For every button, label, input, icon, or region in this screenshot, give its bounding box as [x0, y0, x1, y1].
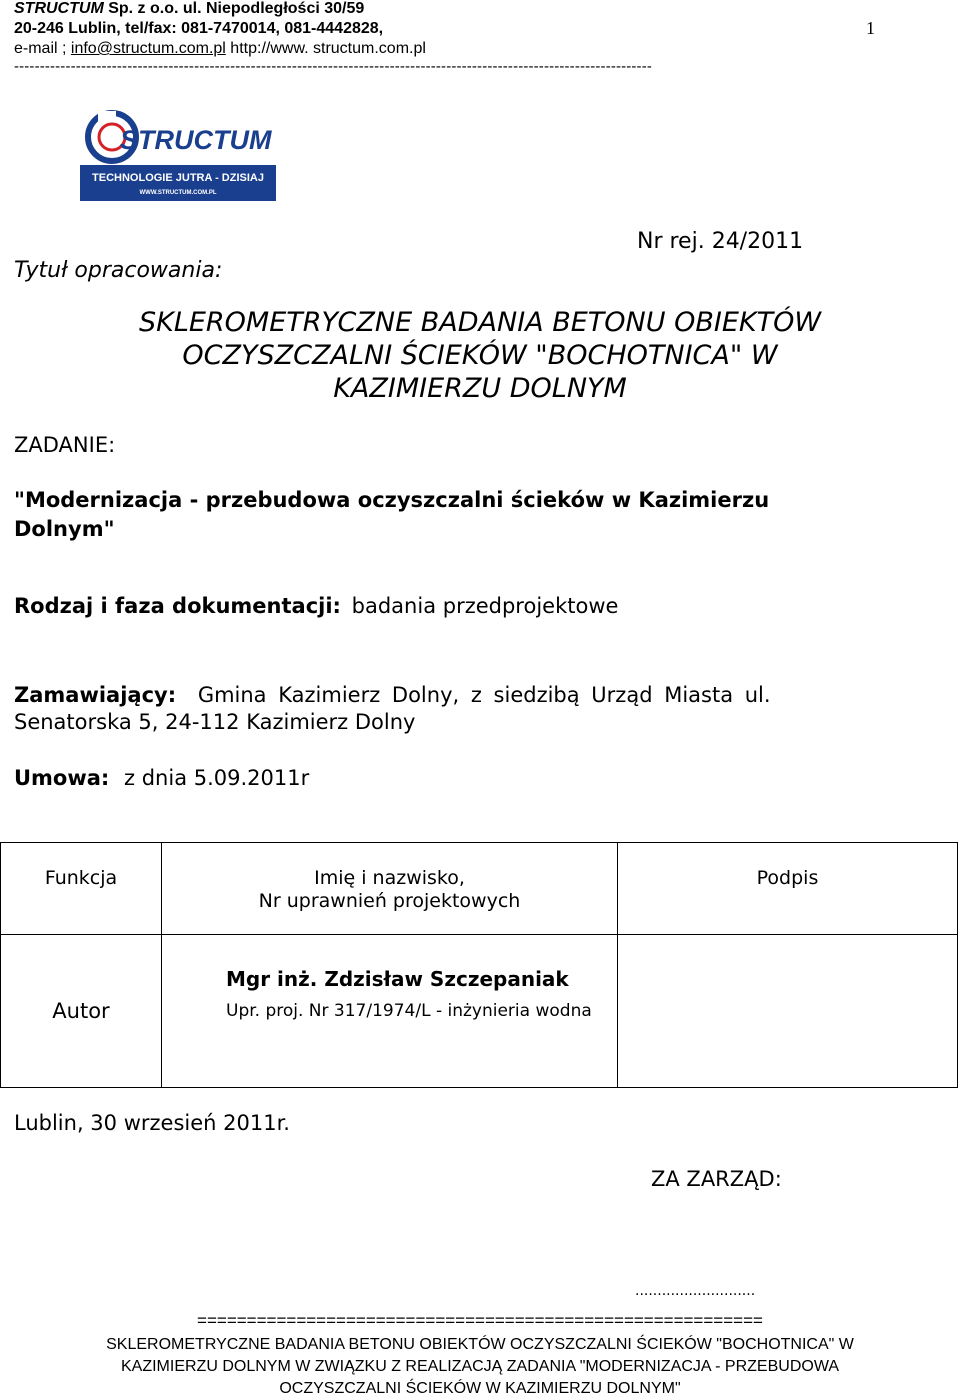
structum-logo: [80, 97, 276, 201]
footer-line-3: OCZYSZCZALNI ŚCIEKÓW W KAZIMIERZU DOLNYM": [279, 1380, 681, 1397]
table-row: [1, 935, 958, 1088]
company-name-line: [14, 0, 364, 18]
doc-type-row: [14, 594, 618, 618]
header-signature: Podpis: [618, 843, 958, 935]
header-name-line-2: Nr uprawnień projektowych: [258, 890, 521, 912]
logo-tagline: TECHNOLOGIE JUTRA - DZISIAJ: [92, 172, 264, 184]
client-label: Zamawiający:: [14, 683, 177, 707]
company-address: Sp. z o.o. ul. Niepodległości 30/59: [103, 0, 365, 17]
task-label: ZADANIE:: [14, 433, 116, 457]
contract-row: [14, 766, 309, 790]
footer-line-2: KAZIMIERZU DOLNYM W ZWIĄZKU Z REALIZACJĄ ZADANIA "MODERNIZACJA - PRZEBUDOWA: [120, 1358, 840, 1375]
email-link[interactable]: info@structum.com.pl: [70, 40, 226, 57]
table-header-row: [1, 843, 958, 935]
header-function: Funkcja: [1, 843, 162, 935]
footer-line-1: SKLEROMETRYCZNE BADANIA BETONU OBIEKTÓW OCZYSZCZALNI ŚCIEKÓW "BOCHOTNICA" W: [106, 1336, 854, 1353]
author-license: Upr. proj. Nr 317/1974/L - inżynieria wodna: [226, 1001, 592, 1021]
signature-line: ...........................: [635, 1283, 756, 1299]
title-label: Tytuł opracowania:: [14, 258, 223, 283]
cell-name: [162, 935, 618, 1088]
client-row: [14, 683, 771, 707]
company-contact-line: [14, 20, 383, 38]
website-link[interactable]: http://www. structum.com.pl: [225, 40, 426, 57]
title-line-1: SKLEROMETRYCZNE BADANIA BETONU OBIEKTÓW: [138, 307, 822, 338]
cell-function: Autor: [1, 935, 162, 1088]
author-name: Mgr inż. Zdzisław Szczepaniak: [226, 967, 569, 991]
header-name: [162, 843, 618, 935]
company-phone: 20-246 Lublin, tel/fax: 081-7470014, 081-4442828,: [14, 20, 384, 37]
company-name: STRUCTUM: [14, 0, 104, 17]
client-line-1: Gmina Kazimierz Dolny, z siedzibą Urząd Miasta ul.: [197, 683, 771, 707]
doc-type-label: Rodzaj i faza dokumentacji:: [14, 594, 341, 618]
footer-rule: =========================================================: [197, 1311, 763, 1330]
page-number: 1: [866, 18, 875, 38]
header-divider: ----------------------------------------------------------------------------------------------------------------------------: [14, 58, 652, 75]
board-label: ZA ZARZĄD:: [651, 1167, 782, 1191]
task-line-2: Dolnym": [14, 517, 115, 541]
logo-brand-text: STRUCTUM: [120, 125, 272, 155]
footer-text: [20, 1334, 940, 1400]
doc-type-value: badania przedprojektowe: [351, 594, 619, 618]
task-line-1: "Modernizacja - przebudowa oczyszczalni ścieków w Kazimierzu: [14, 488, 770, 512]
title-line-3: KAZIMIERZU DOLNYM: [333, 373, 627, 404]
signature-table: [0, 842, 958, 1088]
cell-signature: [618, 935, 958, 1088]
logo-url: WWW.STRUCTUM.COM.PL: [139, 190, 217, 196]
document-title: [20, 306, 940, 405]
header-name-line-1: Imię i nazwisko,: [314, 867, 465, 889]
logo-graphic: [80, 97, 276, 201]
email-prefix: e-mail ;: [14, 40, 71, 57]
client-line-2: Senatorska 5, 24-112 Kazimierz Dolny: [14, 710, 416, 734]
place-date: Lublin, 30 wrzesień 2011r.: [14, 1111, 290, 1135]
registration-number: Nr rej. 24/2011: [637, 229, 804, 254]
contract-label: Umowa:: [14, 766, 110, 790]
company-web-line: [14, 40, 426, 58]
contract-value: z dnia 5.09.2011r: [124, 766, 310, 790]
title-line-2: OCZYSZCZALNI ŚCIEKÓW "BOCHOTNICA" W: [182, 340, 778, 371]
